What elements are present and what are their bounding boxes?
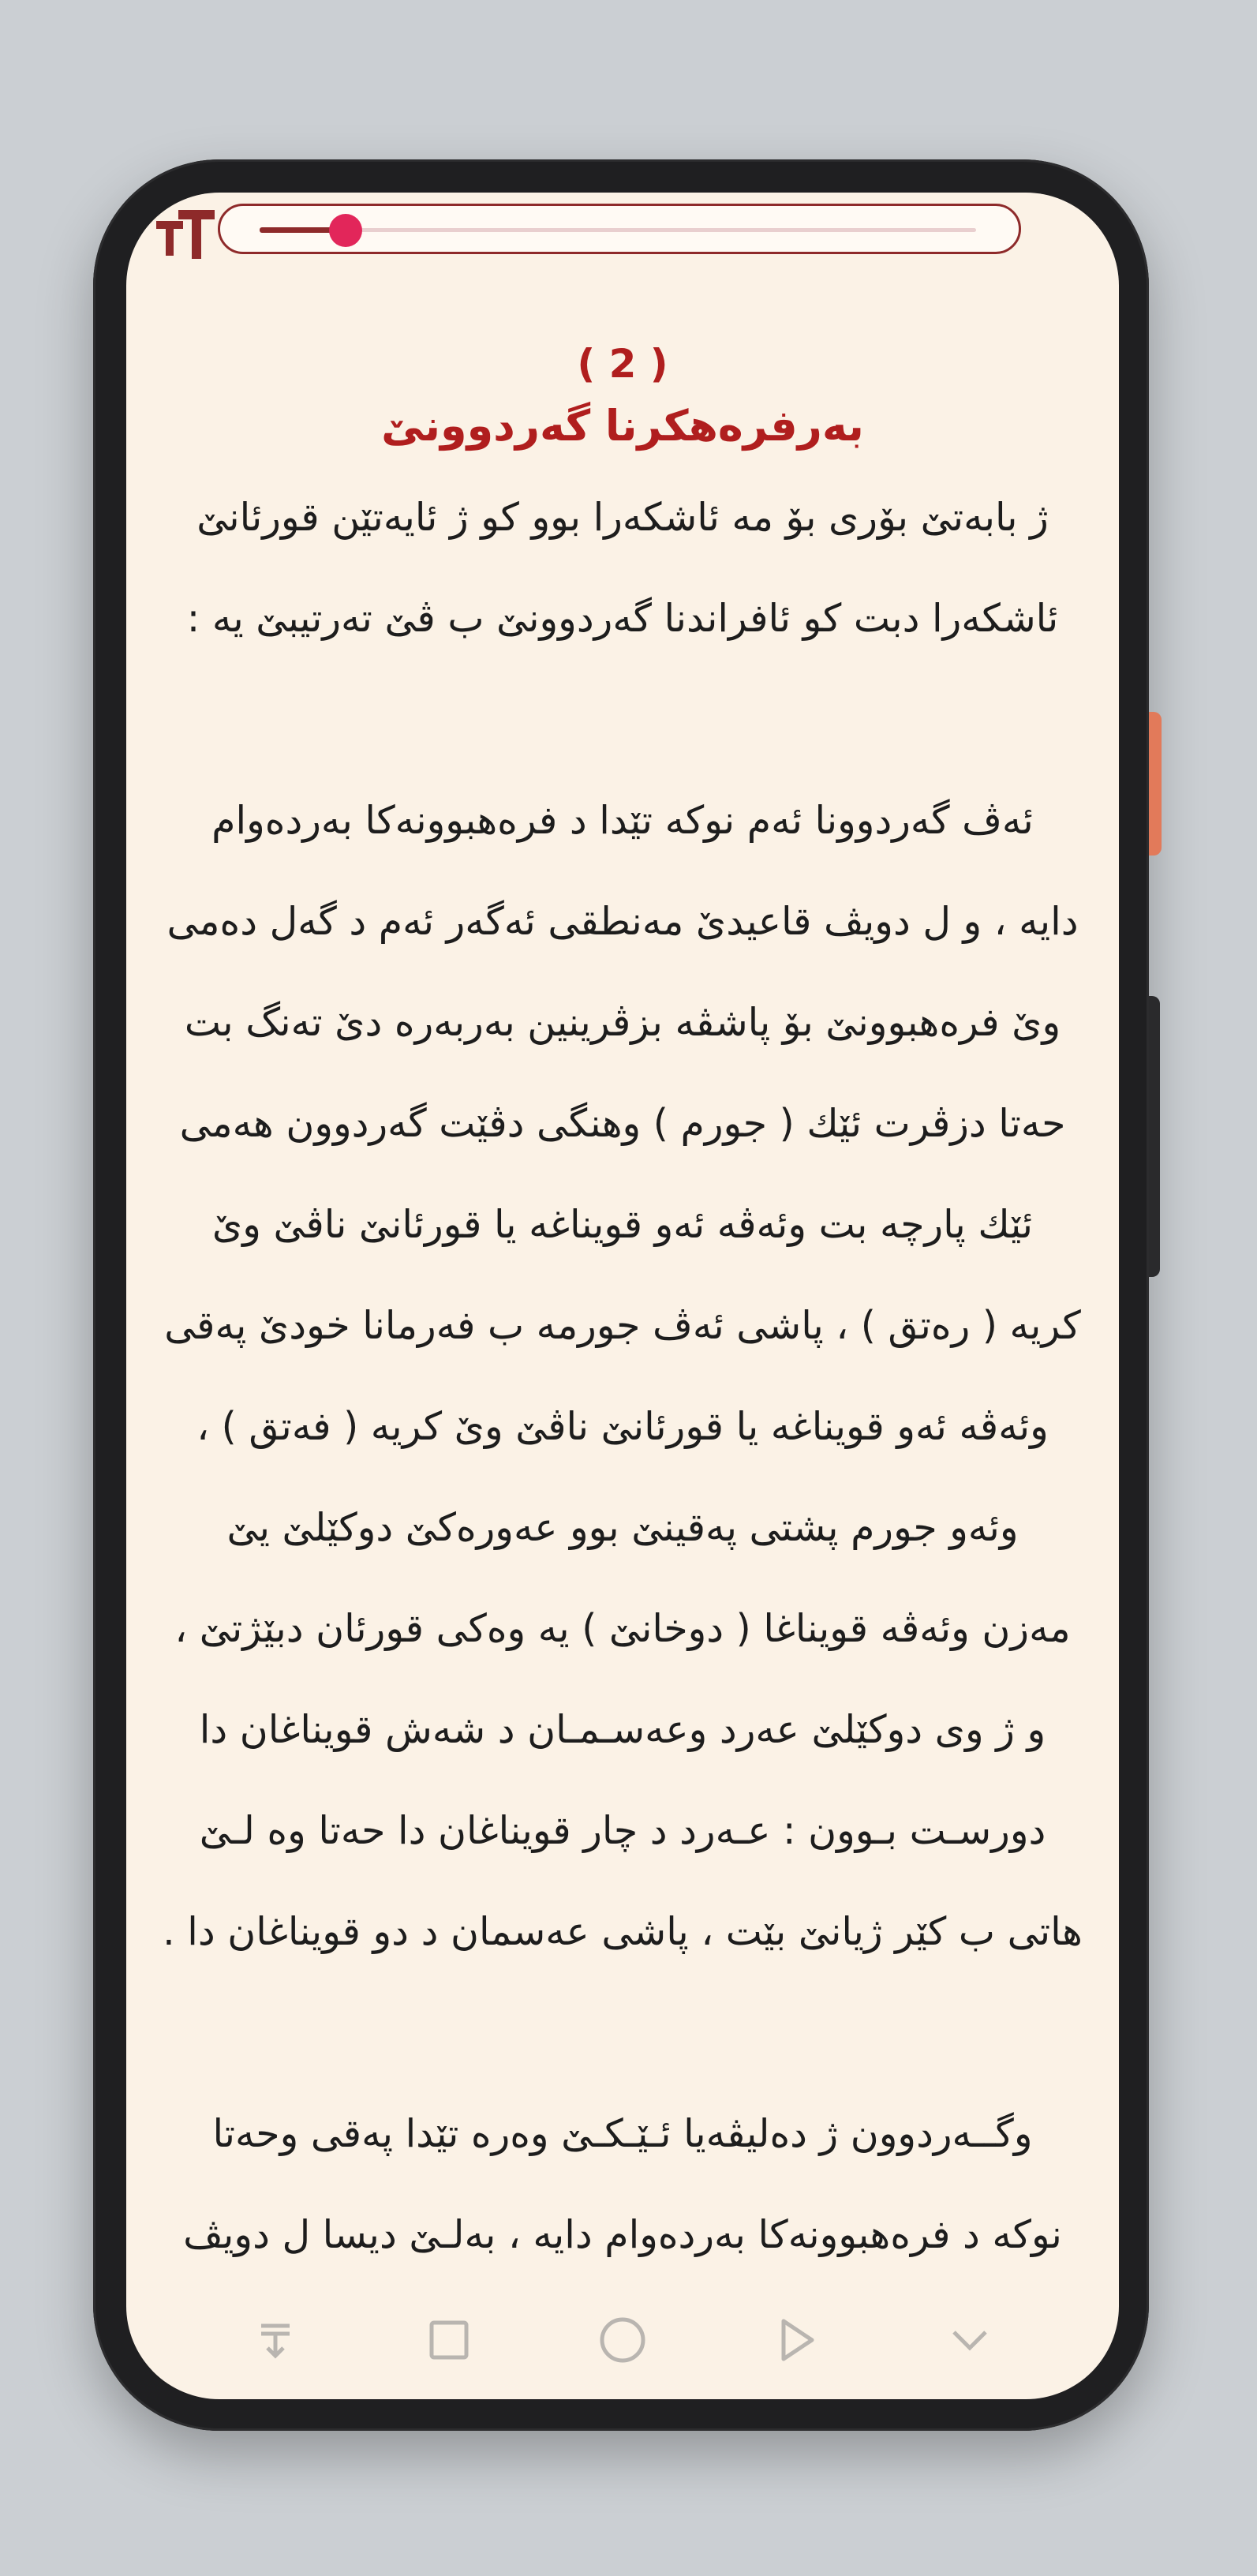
paragraph-3 (140, 2084, 1105, 2286)
text-line: وێ فرەهبوونێ بۆ پاشڤە بزڤرینین بەربەرە دێ تەنگ بت (184, 1000, 1061, 1045)
article-content (140, 335, 1105, 2286)
text-line: وگــەردوون ژ دەلیڤەیا ئـێـكـێ وەرە تێدا پەقی وحەتا (212, 2111, 1033, 2156)
square-icon[interactable] (362, 2293, 536, 2387)
play-icon[interactable] (709, 2293, 883, 2387)
text-line: هاتی ب كێر ژیانێ بێت ، پاشی عەسمان د دو قویناغان دا . (163, 1909, 1083, 1954)
text-line: كریە ( رەتق ) ، پاشی ئەڤ جورمە ب فەرمانا خودێ پەقی (164, 1303, 1081, 1348)
text-line: ئەڤ گەردوونا ئەم نوكە تێدا د فرەهبوونەكا بەردەوام (211, 798, 1034, 843)
text-line: وئەو جورم پشتی پەقینێ بوو عەورەكێ دوكێلێ یێ (226, 1505, 1019, 1550)
screen (126, 193, 1119, 2399)
download-icon[interactable] (189, 2293, 362, 2387)
text-line: ئاشكەرا دبت كو ئافراندنا گەردوونێ ب ڤێ تەرتیبێ یە : (186, 596, 1059, 641)
power-button (1149, 712, 1162, 856)
font-size-slider[interactable] (218, 204, 1021, 254)
chapter-title: بەرفرەهكرنا گەردوونێ (381, 401, 864, 451)
text-line: حەتا دزڤرت ئێك ( جورم ) وهنگی دڤێت گەردوون هەمی (179, 1101, 1066, 1146)
navigation-bar (126, 2281, 1119, 2399)
text-line: ئێك پارچە بت وئەڤە ئەو قویناغە یا قورئانێ ناڤێ وێ (211, 1202, 1034, 1247)
text-size-icon[interactable] (155, 207, 216, 264)
paragraph-2 (140, 770, 1105, 1983)
text-line: و ژ وی دوكێلێ عەرد وعەسـمـان د شەش قویناغان دا (199, 1707, 1046, 1752)
text-line: وئەڤە ئەو قویناغە یا قورئانێ ناڤێ وێ كریە ( فەتق ) ، (196, 1404, 1049, 1449)
text-line: دایە ، و ل دویڤ قاعیدێ مەنطقی ئەگەر ئەم د گەل دەمی (166, 899, 1079, 944)
text-line: مەزن وئەڤە قویناغا ( دوخانێ ) یە وەكی قورئان دبێژتێ ، (174, 1606, 1071, 1651)
text-line: دورسـت بـوون : عـەرد د چار قویناغان دا حەتا وە لـێ (199, 1808, 1046, 1853)
slider-thumb[interactable] (329, 214, 362, 247)
text-line: نوكە د فرەهبوونەكا بەردەوام دایە ، بەلـێ دیسا ل دویڤ (183, 2212, 1062, 2257)
volume-button (1149, 996, 1160, 1277)
text-line: ژ بابەتێ بۆری بۆ مە ئاشكەرا بوو كو ژ ئایەتێن قورئانێ (196, 495, 1049, 540)
paragraph-1 (140, 467, 1105, 669)
circle-icon[interactable] (536, 2293, 709, 2387)
slider-track (260, 228, 976, 232)
chapter-number: ( 2 ) (577, 341, 668, 387)
chevron-down-icon[interactable] (883, 2293, 1057, 2387)
